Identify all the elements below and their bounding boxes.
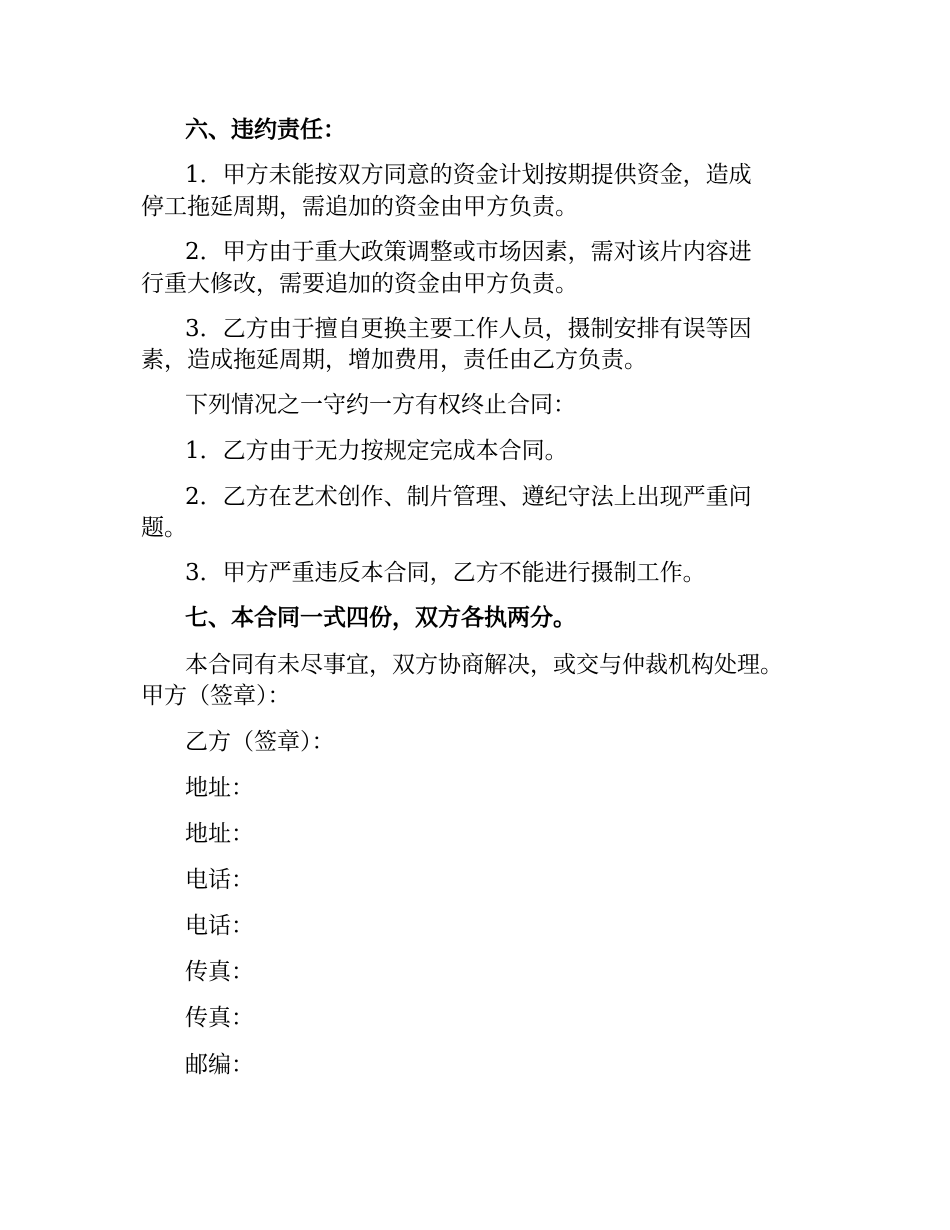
fax-label-2: 传真： (185, 1005, 254, 1031)
termination-item2-line1: 2．乙方在艺术创作、制片管理、遵纪守法上出现严重问 (185, 484, 752, 510)
section6-item3-line2: 素，造成拖延周期，增加费用，责任由乙方负责。 (141, 347, 647, 373)
section6-item2-line1: 2．甲方由于重大政策调整或市场因素，需对该片内容进 (185, 239, 752, 265)
termination-item1: 1．乙方由于无力按规定完成本合同。 (185, 438, 568, 464)
phone-label-1: 电话： (185, 867, 254, 893)
termination-item3: 3．甲方严重违反本合同，乙方不能进行摄制工作。 (185, 560, 706, 586)
section6-item1-line1: 1．甲方未能按双方同意的资金计划按期提供资金，造成 (185, 162, 752, 188)
phone-label-2: 电话： (185, 913, 254, 939)
party-a-signature-label: 甲方（签章）： (141, 683, 291, 709)
fax-label-1: 传真： (185, 959, 254, 985)
termination-intro: 下列情况之一守约一方有权终止合同： (185, 392, 576, 418)
section7-heading: 七、本合同一式四份，双方各执两分。 (185, 604, 576, 631)
section6-item3-line1: 3．乙方由于擅自更换主要工作人员，摄制安排有误等因 (185, 316, 752, 342)
section7-note-line1: 本合同有未尽事宜，双方协商解决，或交与仲裁机构处理。 (185, 652, 783, 678)
section6-item1-line2: 停工拖延周期，需追加的资金由甲方负责。 (141, 194, 578, 220)
postcode-label: 邮编： (185, 1052, 254, 1078)
section6-item2-line2: 行重大修改，需要追加的资金由甲方负责。 (141, 271, 578, 297)
termination-item2-line2: 题。 (141, 515, 187, 541)
section6-heading: 六、违约责任： (185, 116, 346, 143)
address-label-2: 地址： (185, 821, 254, 847)
party-b-signature-label: 乙方（签章）： (185, 729, 335, 755)
address-label-1: 地址： (185, 775, 254, 801)
